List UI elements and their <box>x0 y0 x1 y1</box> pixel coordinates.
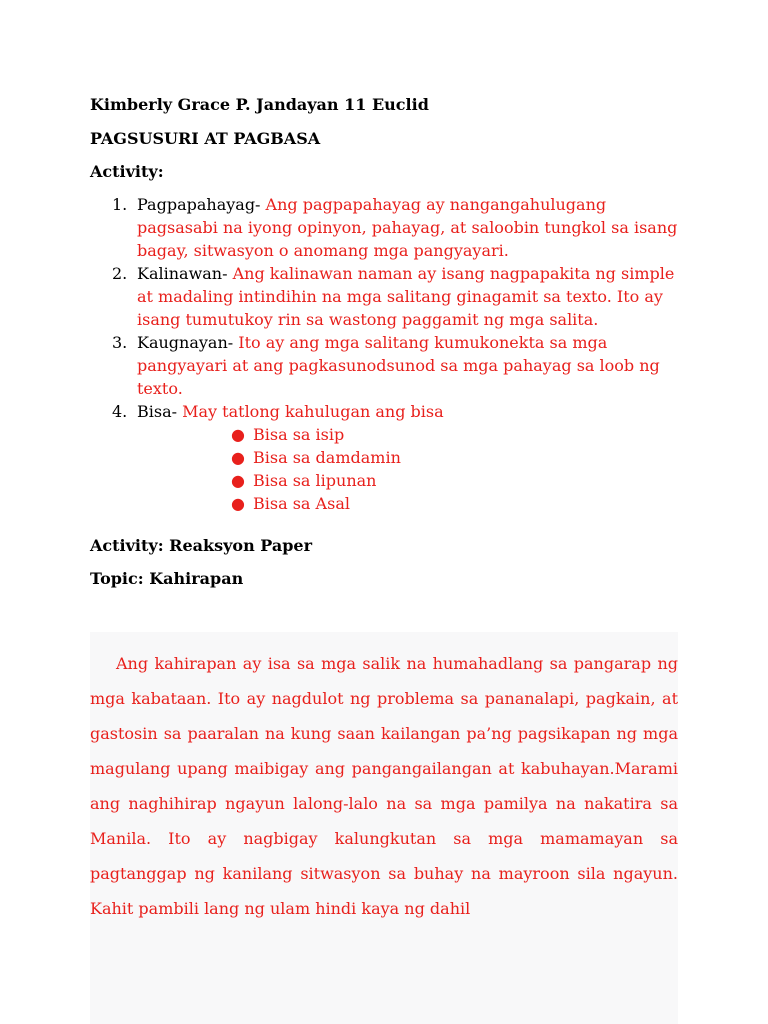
bullet-text: Bisa sa Asal <box>253 494 350 513</box>
bullet-text: Bisa sa damdamin <box>253 448 401 467</box>
bullet-dot-icon: ● <box>231 494 245 513</box>
bullet-dot-icon: ● <box>231 448 245 467</box>
list-number: 1. <box>112 195 128 214</box>
subject-title: PAGSUSURI AT PAGBASA <box>90 129 321 148</box>
list-number: 4. <box>112 402 128 421</box>
essay-paragraph: Ang kahirapan ay isa sa mga salik na humahadlang sa pangarap ng mga kabataan. Ito ay nagdulot ng problema sa pananalapi, pagkain, at gastosin sa paaralan na kung saan kailangan pa’ng pagsikapan ng mga magulang upang maibigay ang pangangailangan at kabuhayan.Marami ang naghihirap ngayun lalong-lalo na sa mga pamilya na nakatira sa Manila. Ito ay nagbigay kalungkutan sa mga mamamayan sa pagtanggap ng kanilang sitwasyon sa buhay na mayroon sila ngayun. Kahit pambili lang ng ulam hindi kaya ng dahil <box>90 654 678 918</box>
bullet-item <box>231 423 692 446</box>
list-item <box>112 262 692 331</box>
reaction-activity-title: Activity: Reaksyon Paper <box>90 536 313 555</box>
bullet-text: Bisa sa lipunan <box>253 471 377 490</box>
activity-list <box>112 193 692 515</box>
list-number: 2. <box>112 264 128 283</box>
term-definition: Ito ay ang mga salitang kumukonekta sa mga pangyayari at ang pagkasunodsunod sa mga pahayag sa loob ng texto. <box>137 333 660 398</box>
student-name-line: Kimberly Grace P. Jandayan 11 Euclid <box>90 95 429 114</box>
list-item <box>112 331 692 400</box>
term-label: Kalinawan- <box>137 264 228 283</box>
term-label: Pagpapahayag- <box>137 195 261 214</box>
bullet-item <box>231 469 692 492</box>
essay-block <box>90 632 678 1024</box>
term-definition: Ang pagpapahayag ay nangangahulugang pagsasabi na iyong opinyon, pahayag, at saloobin tungkol sa isang bagay, sitwasyon o anomang mga pangyayari. <box>137 195 678 260</box>
term-label: Bisa- <box>137 402 178 421</box>
list-item <box>112 193 692 262</box>
bullet-item <box>231 446 692 469</box>
term-definition: May tatlong kahulugan ang bisa <box>177 402 444 421</box>
bullet-text: Bisa sa isip <box>253 425 345 444</box>
bullet-item <box>231 492 692 515</box>
reaction-topic: Topic: Kahirapan <box>90 569 244 588</box>
bullet-dot-icon: ● <box>231 425 245 444</box>
term-definition: Ang kalinawan naman ay isang nagpapakita ng simple at madaling intindihin na mga salitang ginagamit sa texto. Ito ay isang tumutukoy rin sa wastong paggamit ng mga salita. <box>137 264 675 329</box>
bisa-bullet-list <box>137 423 692 515</box>
bullet-dot-icon: ● <box>231 471 245 490</box>
activity-label: Activity: <box>90 162 164 181</box>
term-label: Kaugnayan- <box>137 333 234 352</box>
list-item <box>112 400 692 515</box>
list-number: 3. <box>112 333 128 352</box>
